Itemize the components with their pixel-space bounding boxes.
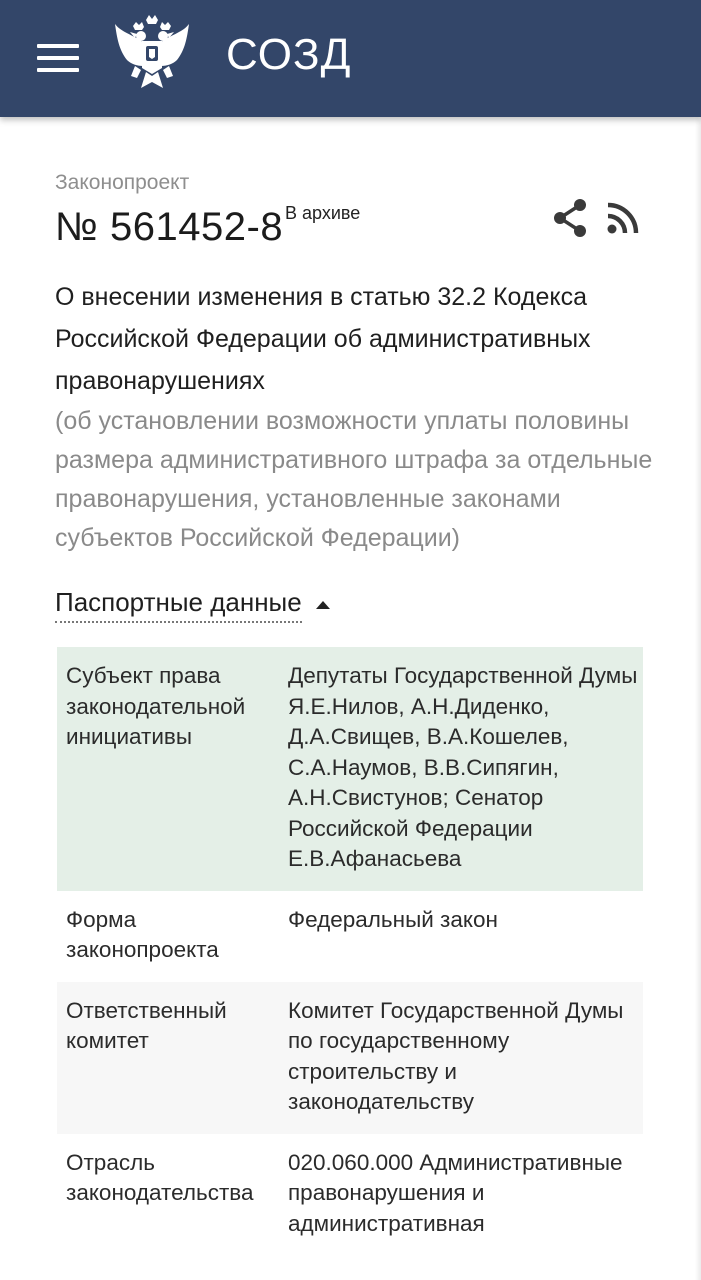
- table-row: [57, 982, 643, 1134]
- share-icon[interactable]: [551, 197, 591, 239]
- bill-kind-label: Законопроект: [55, 171, 190, 194]
- row-label: Отрасль законодательства: [66, 1149, 254, 1205]
- row-value: Депутаты Государственной Думы Я.Е.Нилов, А.Н.Диденко, Д.А.Свищев, В.А.Кошелев, С.А.Наумов, В.В.Сипягин, А.Н.Свистунов; Сенатор Российской Федерации Е.В.Афанасьева: [288, 663, 638, 871]
- passport-data-toggle[interactable]: [55, 587, 330, 623]
- app-title: СОЗД: [226, 30, 352, 79]
- bill-number: № 561452-8: [55, 205, 284, 249]
- row-label: Форма законопроекта: [66, 906, 219, 962]
- page-edge-shadow: [695, 117, 701, 1280]
- bill-title-block: [55, 276, 655, 558]
- bill-title: О внесении изменения в статью 32.2 Кодекса Российской Федерации об административных правонарушениях: [55, 283, 591, 395]
- russian-eagle-emblem-icon: [113, 14, 191, 98]
- app-header: [0, 0, 701, 117]
- row-label: Субъект права законодательной инициативы: [66, 663, 246, 749]
- bill-subtitle: (об установлении возможности уплаты половины размера административного штрафа за отдельные правонарушения, установленные законами субъектов Российской Федерации): [55, 407, 653, 552]
- row-label: Ответственный комитет: [66, 997, 227, 1053]
- hamburger-menu-icon[interactable]: [37, 44, 79, 74]
- table-row: [57, 1134, 643, 1256]
- caret-up-icon: [316, 601, 330, 609]
- row-value: Федеральный закон: [288, 906, 498, 932]
- passport-table: [57, 647, 643, 1255]
- row-value: Комитет Государственной Думы по государственному строительству и законодательству: [288, 997, 624, 1114]
- passport-data-label: Паспортные данные: [55, 587, 302, 623]
- row-value: 020.060.000 Административные правонарушения и административная: [288, 1149, 623, 1236]
- status-badge: В архиве: [285, 203, 361, 223]
- rss-icon[interactable]: [607, 202, 639, 234]
- table-row: [57, 891, 643, 982]
- table-row: [57, 647, 643, 891]
